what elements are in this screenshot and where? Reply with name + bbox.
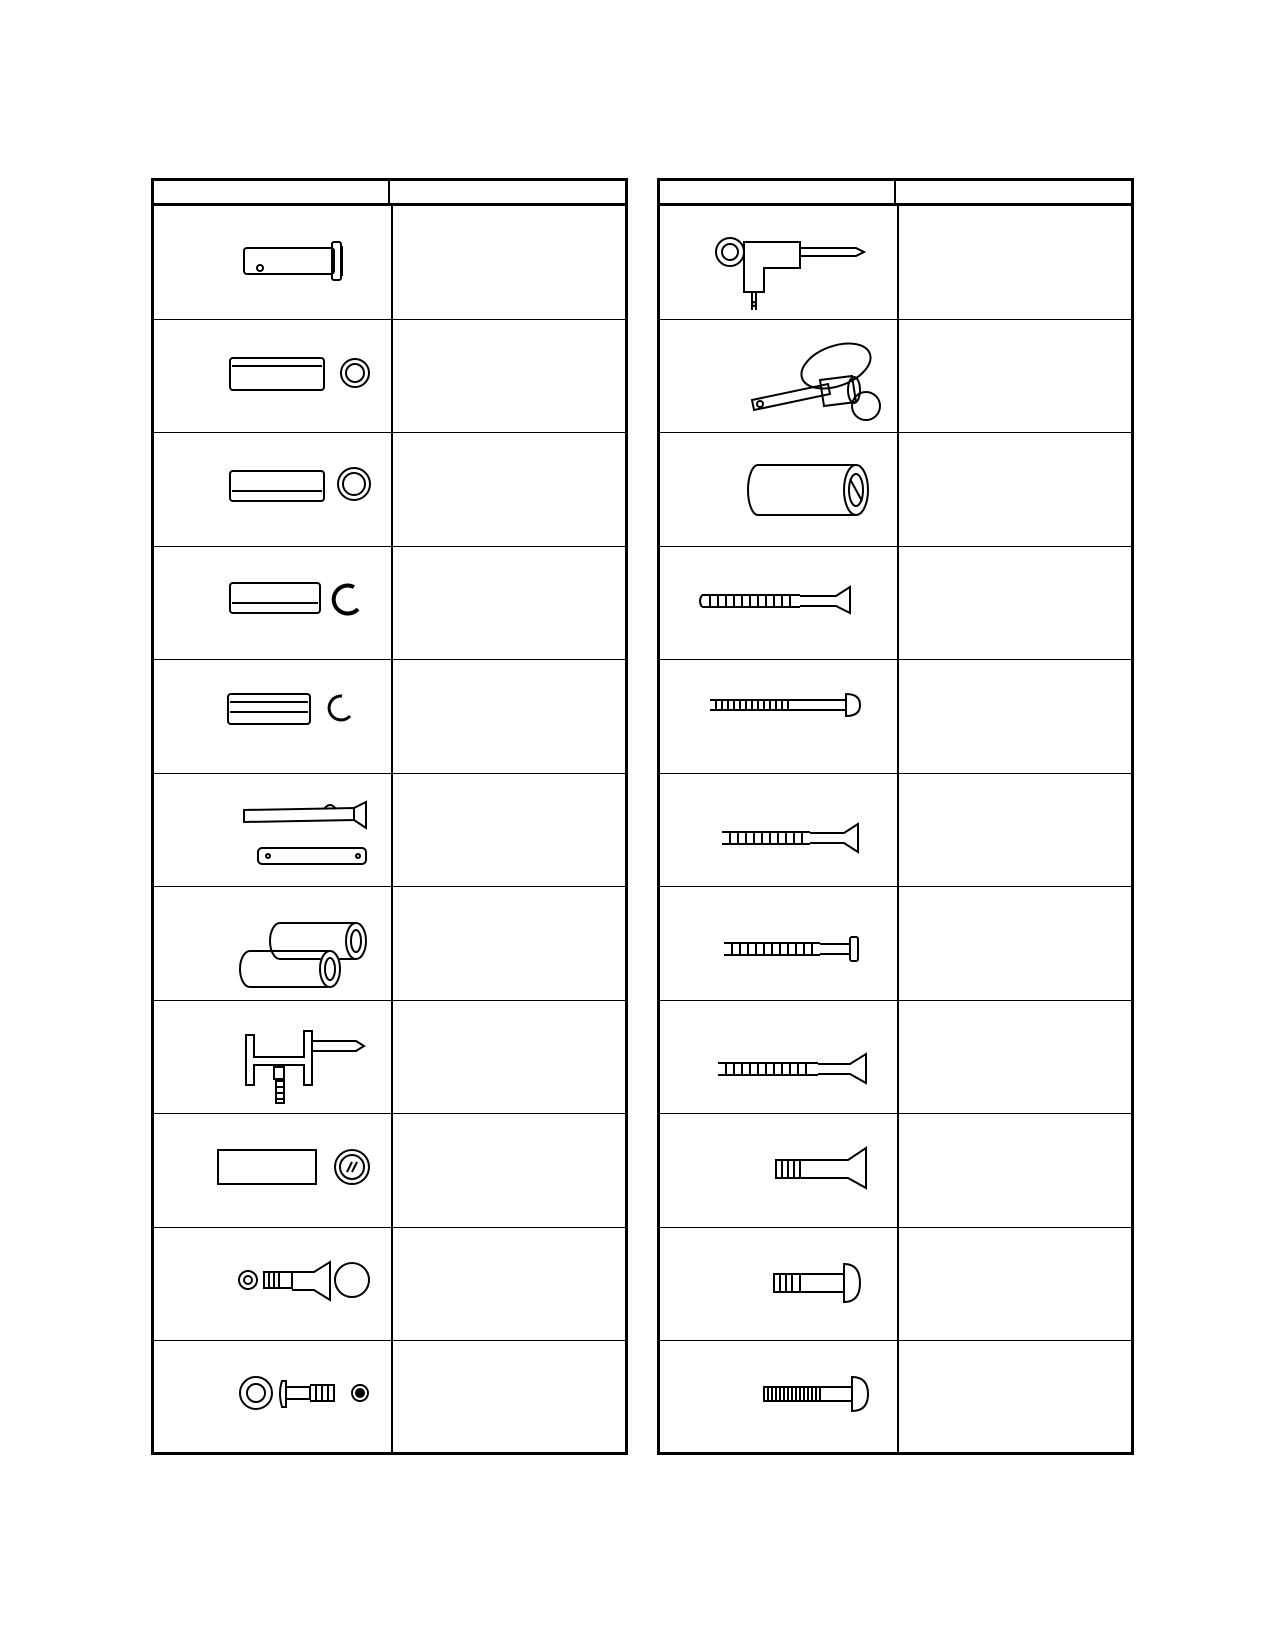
part-description <box>899 433 1131 546</box>
part-description <box>899 547 1131 660</box>
table-row <box>660 433 1131 547</box>
part-description <box>899 1341 1131 1455</box>
table-row <box>154 433 625 547</box>
part-description <box>899 1228 1131 1341</box>
spring-roll-pin-icon <box>660 433 897 545</box>
table-row <box>660 547 1131 661</box>
square-bar-with-end-cap-icon <box>154 1114 391 1226</box>
part-description <box>899 774 1131 887</box>
header-illustration-column <box>154 181 390 203</box>
table-row <box>660 320 1131 434</box>
part-description <box>393 774 625 887</box>
short-countersunk-screw-icon <box>660 1114 897 1226</box>
part-description <box>899 887 1131 1000</box>
table-row <box>154 206 625 320</box>
part-description <box>393 887 625 1000</box>
part-description <box>393 320 625 433</box>
part-description <box>393 1114 625 1227</box>
table-row <box>154 1001 625 1115</box>
header-description-column <box>896 181 1131 203</box>
part-description <box>899 206 1131 319</box>
table-row <box>660 1341 1131 1455</box>
part-description <box>393 433 625 546</box>
left-table-header <box>154 181 625 206</box>
table-row <box>660 774 1131 888</box>
table-row <box>660 1114 1131 1228</box>
part-description <box>393 1228 625 1341</box>
right-parts-table <box>657 178 1134 1455</box>
double-roll-pin-icon <box>154 887 391 999</box>
grooved-key-with-snap-ring-icon <box>154 660 391 772</box>
long-flat-head-screw-icon <box>660 547 897 659</box>
table-row <box>154 1228 625 1342</box>
table-row <box>660 1228 1131 1342</box>
short-round-head-screw-icon <box>660 1228 897 1340</box>
part-description <box>393 1341 625 1455</box>
table-row <box>154 547 625 661</box>
left-parts-table <box>151 178 628 1455</box>
square-key-with-round-end-icon <box>154 320 391 432</box>
threaded-round-head-bolt-icon <box>660 1341 897 1453</box>
right-table-header <box>660 181 1131 206</box>
ring-handle-quick-release-pin-icon <box>660 320 897 432</box>
washer-and-button-screw-with-nut-icon <box>154 1341 391 1453</box>
medium-flat-end-screw-icon <box>660 887 897 999</box>
part-description <box>393 206 625 319</box>
table-row <box>154 1114 625 1228</box>
table-row <box>154 887 625 1001</box>
flat-head-screw-with-nut-and-cap-icon <box>154 1228 391 1340</box>
table-row <box>660 660 1131 774</box>
part-description <box>393 660 625 773</box>
header-description-column <box>390 181 625 203</box>
part-description <box>899 660 1131 773</box>
rectangular-key-with-spring-ring-icon <box>154 547 391 659</box>
medium-flat-head-screw-icon <box>660 774 897 886</box>
part-description <box>393 1001 625 1114</box>
part-description <box>899 1114 1131 1227</box>
table-row <box>154 660 625 774</box>
clevis-bracket-pin-icon <box>154 1001 391 1113</box>
table-row <box>660 1001 1131 1115</box>
long-countersunk-screw-icon <box>660 1001 897 1113</box>
table-row <box>660 887 1131 1001</box>
table-row <box>660 206 1131 320</box>
table-row <box>154 1341 625 1455</box>
table-row <box>154 774 625 888</box>
table-row <box>154 320 625 434</box>
flat-key-with-round-end-icon <box>154 433 391 545</box>
part-description <box>899 320 1131 433</box>
long-round-head-screw-icon <box>660 660 897 772</box>
taper-pin-with-flat-bar-icon <box>154 774 391 886</box>
header-illustration-column <box>660 181 896 203</box>
part-description <box>899 1001 1131 1114</box>
t-handle-quick-release-pin-icon <box>660 206 897 318</box>
clevis-pin-icon <box>154 206 391 318</box>
part-description <box>393 547 625 660</box>
